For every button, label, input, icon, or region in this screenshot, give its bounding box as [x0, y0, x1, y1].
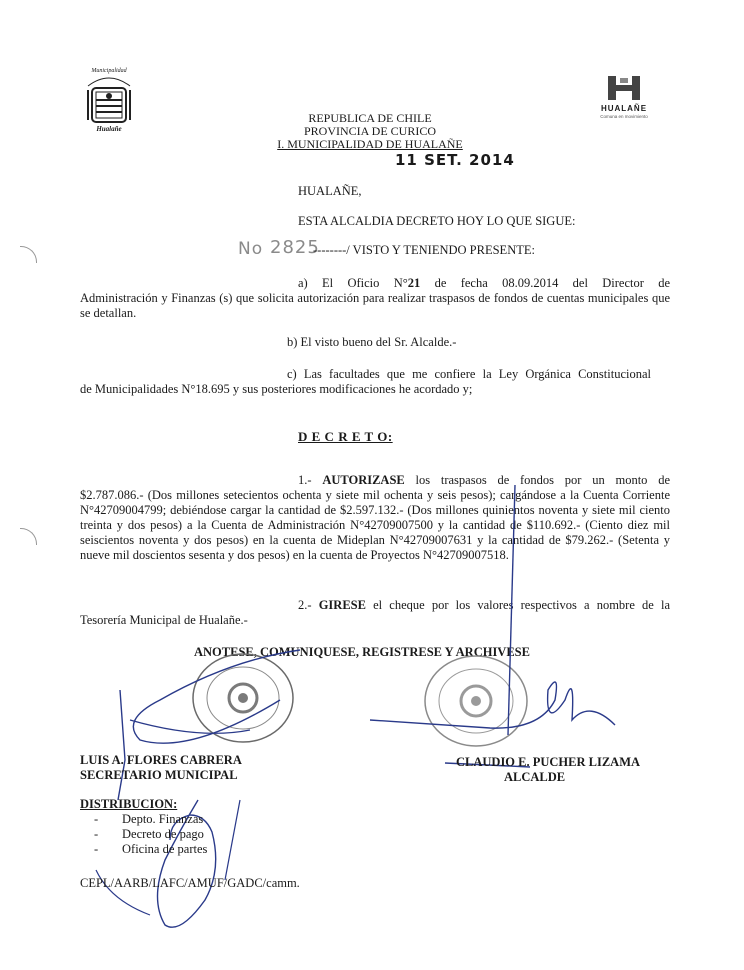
paragraph-c-body: de Municipalidades N°18.695 y sus posteriores modificaciones he acordado y;: [80, 382, 473, 396]
header-republic: REPUBLICA DE CHILE: [308, 111, 432, 125]
item-1-first-line: 1.- AUTORIZASE los traspasos de fondos por un monto de: [298, 473, 670, 487]
item-1-body: $2.787.086.- (Dos millones setecientos ochenta y siete mil ochenta y seis pesos); cargándose a la Cuenta Corriente N°42709004799; debiéndose cargar la cantidad de $2.597.132.- (Dos millones quinientos noventa y siete mil ciento treinta y dos pesos) a la Cuenta de Administración N°42709007500 y la cantidad de $110.692.- (Ciento diez mil seiscientos noventa y dos pesos) en la cuenta de Mideplan N°42709007631 y la cantidad de $79.262.- (Setenta y nueve mil doscientos sesenta y dos pesos) en la cuenta de Proyectos N°42709007518.: [80, 488, 670, 562]
distribution-item: - Oficina de partes: [122, 842, 207, 857]
item-2-first-line: 2.- GIRESE el cheque por los valores respectivos a nombre de la: [298, 598, 671, 612]
visto-line: --------/ VISTO Y TENIENDO PRESENTE:: [313, 243, 535, 257]
closing-line: ANOTESE, COMUNIQUESE, REGISTRESE Y ARCHIVESE: [194, 645, 530, 659]
secretary-title: SECRETARIO MUNICIPAL: [80, 768, 238, 782]
date-stamp: 11 SET. 2014: [395, 151, 515, 169]
mayor-seal: [420, 650, 532, 752]
scan-hole-mark: [20, 246, 37, 263]
hualane-brand-logo: [606, 74, 642, 102]
scan-hole-mark: [20, 528, 37, 545]
initials-line: CEPL/AARB/LAFC/AMUF/GADC/camm.: [80, 876, 300, 890]
distribution-heading: DISTRIBUCION:: [80, 797, 178, 811]
header-municipality: I. MUNICIPALIDAD DE HUALAÑE: [277, 137, 463, 151]
decreto-heading: D E C R E T O:: [298, 429, 393, 444]
mayor-name: CLAUDIO E. PUCHER LIZAMA: [456, 755, 641, 769]
distribution-list: [122, 812, 207, 857]
paragraph-b: b) El visto bueno del Sr. Alcalde.-: [287, 335, 457, 349]
mayor-title: ALCALDE: [504, 770, 566, 784]
paragraph-c-first-line: c) Las facultades que me confiere la Ley Orgánica Constitucional: [287, 367, 651, 381]
secretary-name: LUIS A. FLORES CABRERA: [80, 753, 242, 767]
decree-number: 2825: [270, 237, 320, 258]
item-2-body: Tesorería Municipal de Hualañe.-: [80, 613, 248, 627]
decree-number-prefix: No: [238, 239, 264, 259]
left-logo-top-text: Municipalidad: [91, 68, 127, 74]
intro-line: ESTA ALCALDIA DECRETO HOY LO QUE SIGUE:: [298, 214, 576, 228]
right-logo-tagline: Comuna en movimiento: [600, 114, 648, 119]
header-province: PROVINCIA DE CURICO: [303, 124, 436, 138]
paragraph-a-first-line: a) El Oficio N°21 de fecha 08.09.2014 del Director de: [298, 276, 670, 290]
distribution-item: - Decreto de pago: [122, 827, 207, 842]
paragraph-a-body: Administración y Finanzas (s) que solicita autorización para realizar traspasos de fondos de cuentas municipales que se detallan.: [80, 291, 670, 320]
left-logo-bottom-text: Hualañe: [96, 125, 122, 133]
place-line: HUALAÑE,: [298, 184, 362, 198]
distribution-item: - Depto. Finanzas: [122, 812, 207, 827]
secretary-seal: [188, 648, 298, 748]
right-logo-name: HUALAÑE: [600, 104, 648, 113]
